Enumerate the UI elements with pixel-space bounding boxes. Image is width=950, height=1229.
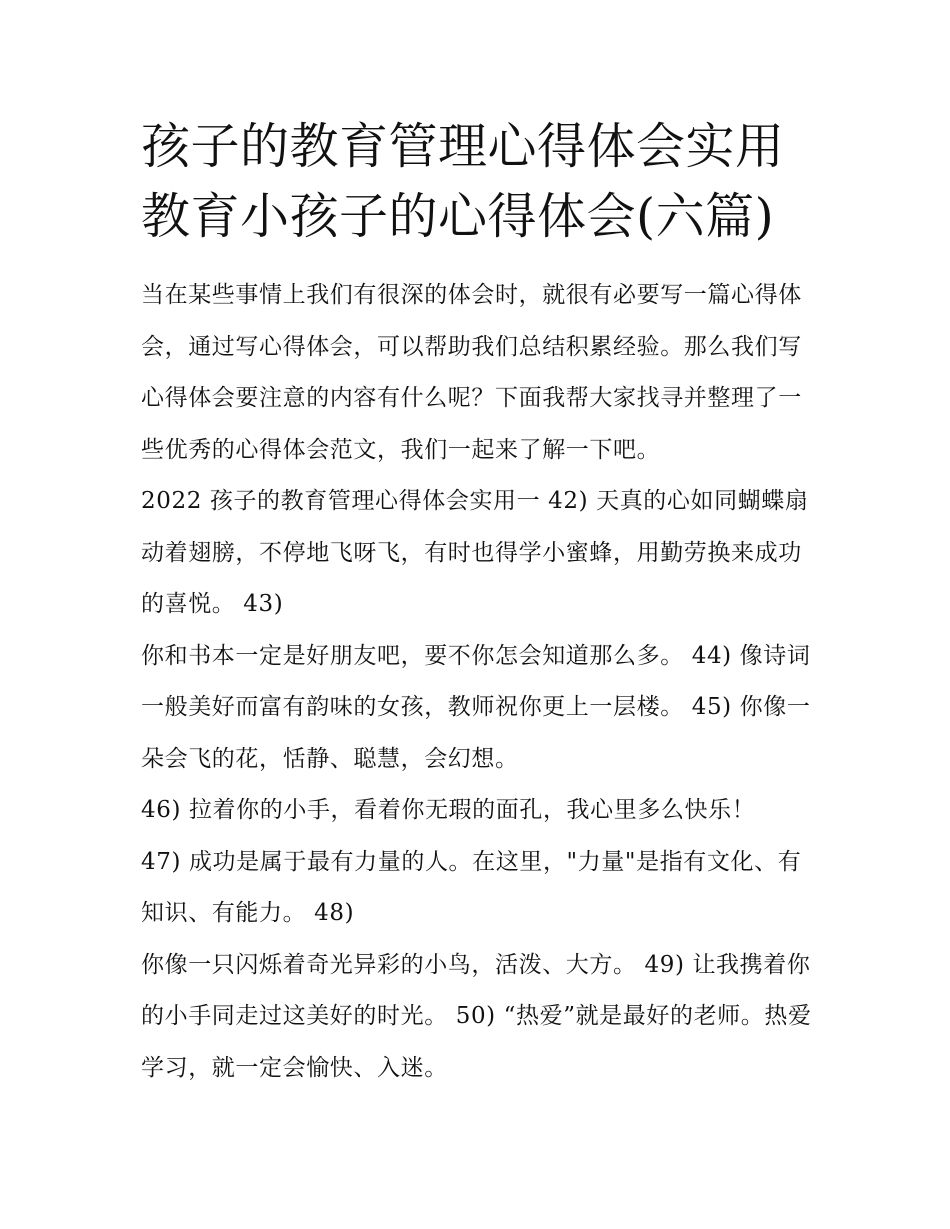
document-body — [141, 270, 821, 1094]
title-line-1: 孩子的教育管理心得体会实用 — [141, 118, 785, 175]
paragraph-quote-42-43: 2022 孩子的教育管理心得体会实用一 42) 天真的心如同蝴蝶扇动着翅膀，不停地飞呀飞，有时也得学小蜜蜂，用勤劳换来成功的喜悦。 43) — [141, 488, 809, 617]
paragraph-intro: 当在某些事情上我们有很深的体会时，就很有必要写一篇心得体会，通过写心得体会，可以帮助我们总结积累经验。那么我们写心得体会要注意的内容有什么呢？下面我帮大家找寻并整理了一些优秀的心得体会范文，我们一起来了解一下吧。 — [141, 282, 802, 463]
document-title — [141, 112, 821, 252]
paragraph-quote-44-45: 你和书本一定是好朋友吧，要不你怎会知道那么多。 44) 像诗词一般美好而富有韵味的女孩，教师祝你更上一层楼。 45) 你像一朵会飞的花，恬静、聪慧，会幻想。 — [141, 642, 811, 772]
paragraph-quote-47-48: 47) 成功是属于最有力量的人。在这里，"力量"是指有文化、有知识、有能力。 48) — [141, 848, 802, 926]
title-line-2: 教育小孩子的心得体会(六篇) — [141, 188, 775, 245]
document-content — [141, 112, 821, 1094]
paragraph-quote-46: 46) 拉着你的小手，看着你无瑕的面孔，我心里多么快乐！ — [141, 797, 756, 823]
paragraph-quote-49-50: 你像一只闪烁着奇光异彩的小鸟，活泼、大方。 49) 让我携着你的小手同走过这美好的时光。 50) “热爱”就是最好的老师。热爱学习，就一定会愉快、入迷。 — [141, 951, 812, 1081]
